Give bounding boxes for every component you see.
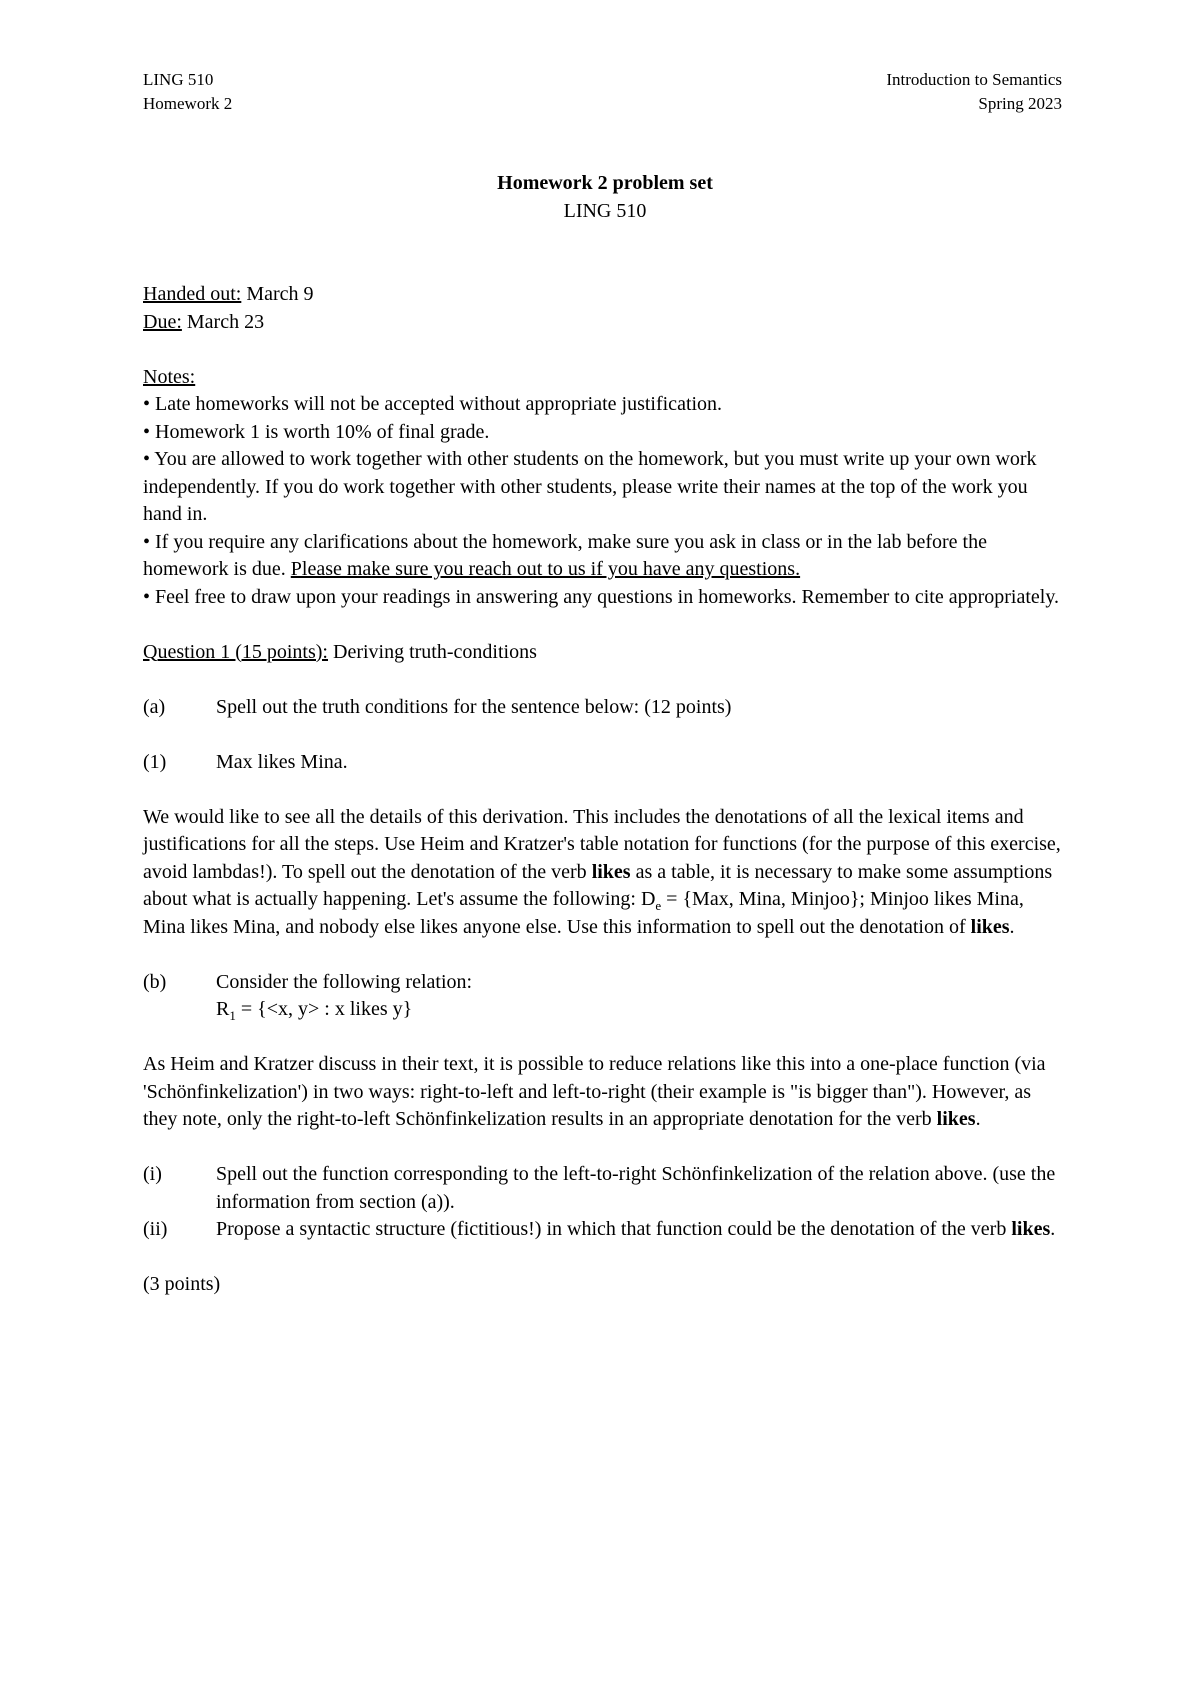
part-b-body [216, 969, 1063, 1024]
subpart-i-label: (i) [143, 1163, 162, 1185]
term-likes: likes [936, 1108, 976, 1130]
note-item: • Feel free to draw upon your readings in answering any questions in homeworks. Remember to cite appropriately. [143, 585, 1060, 608]
term: Spring 2023 [978, 94, 1062, 113]
note-text: • If you require any clarifications about the homework, make sure you ask in class or in the lab before the homework is due. [143, 530, 987, 580]
term-likes: likes [591, 860, 631, 883]
assignment-name: Homework 2 [143, 94, 233, 113]
part-b-label: (b) [143, 970, 167, 993]
note-item: • You are allowed to work together with other students on the homework, but you must write up your own work independently. If you do work together with other students, please write their names at the top of the work you hand in. [143, 448, 1037, 525]
handed-out-value: March 9 [241, 283, 314, 305]
subpart-i-text: Spell out the function corresponding to the left-to-right Schönfinkelization of the relation above. (use the information from section (a)). [216, 1163, 1056, 1213]
example-1-text: Max likes Mina. [216, 750, 348, 773]
subpart-i [143, 1161, 1063, 1216]
subpart-ii-label: (ii) [143, 1218, 168, 1240]
handed-out-label: Handed out: [143, 283, 242, 305]
document-body [143, 281, 1063, 1299]
course-title: Introduction to Semantics [886, 70, 1062, 89]
relation-subscript: 1 [229, 1008, 236, 1023]
note-emphasis: Please make sure you reach out to us if you have any questions. [290, 558, 801, 580]
question-1-topic: Deriving truth-conditions [328, 640, 537, 663]
subpart-ii [143, 1216, 1063, 1244]
paragraph-text: As Heim and Kratzer discuss in their text, it is possible to reduce relations like this into a one-place function (via 'Schönfinkelization') in two ways: right-to-left and left-to-right (their example is "is bigger than"). However, as they note, only the right-to-left Schönfinkelization results in an appropriate denotation for the verb [143, 1053, 1046, 1130]
term-likes: likes [970, 915, 1010, 938]
subpart-ii-text: Propose a syntactic structure (fictitious!) in which that function could be the denotation of the verb [216, 1218, 1012, 1240]
relation-definition: = {<x, y> : x likes y} [235, 998, 413, 1020]
note-item: • Late homeworks will not be accepted without appropriate justification. [143, 393, 723, 415]
paragraph-text: . [975, 1108, 981, 1130]
part-b [143, 969, 1063, 1024]
paragraph-text: . [1009, 915, 1015, 938]
handed-out-line [143, 281, 1063, 309]
example-1 [143, 749, 1063, 777]
part-a-text: Spell out the truth conditions for the sentence below: (12 points) [216, 695, 732, 718]
note-item: • Homework 1 is worth 10% of final grade. [143, 420, 490, 443]
due-line [143, 309, 1063, 337]
paragraph-text: = {Max, Mina, Minjoo}; Minjoo likes Mina, Mina likes Mina, and nobody else likes anyone else. Use this information to spell out the denotation of [143, 888, 1024, 938]
question-1-label: Question 1 (15 points): [143, 640, 328, 663]
example-1-label: (1) [143, 750, 167, 773]
part-a [143, 694, 1063, 722]
question-1-heading [143, 639, 1063, 667]
note-item [143, 529, 1063, 584]
document-title: Homework 2 problem set [497, 172, 713, 194]
due-value: March 23 [181, 310, 265, 333]
part-a-label: (a) [143, 695, 166, 718]
notes-heading: Notes: [143, 365, 196, 388]
header-right [886, 68, 1062, 116]
course-code: LING 510 [143, 70, 214, 89]
subpart-ii-end: . [1050, 1218, 1056, 1240]
due-label: Due: [143, 310, 182, 333]
paragraph-text: as a table, it is necessary to make some assumptions about what is actually happening. Let's assume the following: D [143, 860, 1053, 910]
part-b-points: (3 points) [143, 1273, 221, 1295]
header-left [143, 68, 232, 116]
subpart-ii-body [216, 1216, 1063, 1244]
relation-r1 [216, 998, 413, 1023]
paragraph-text: We would like to see all the details of this derivation. This includes the denotations of all the lexical items and justifications for all the steps. Use Heim and Kratzer's table notation for functions (for the purpose of this exercise, avoid lambdas!). To spell out the denotation of the verb [143, 805, 1061, 883]
schonfinkelization-paragraph [143, 1051, 1063, 1134]
subscript-e: e [655, 898, 662, 913]
relation-symbol: R [216, 998, 230, 1020]
document-subtitle: LING 510 [563, 199, 647, 222]
part-b-text: Consider the following relation: [216, 970, 473, 993]
derivation-instructions [143, 804, 1063, 942]
term-likes: likes [1011, 1218, 1051, 1240]
title-block [0, 170, 1200, 225]
